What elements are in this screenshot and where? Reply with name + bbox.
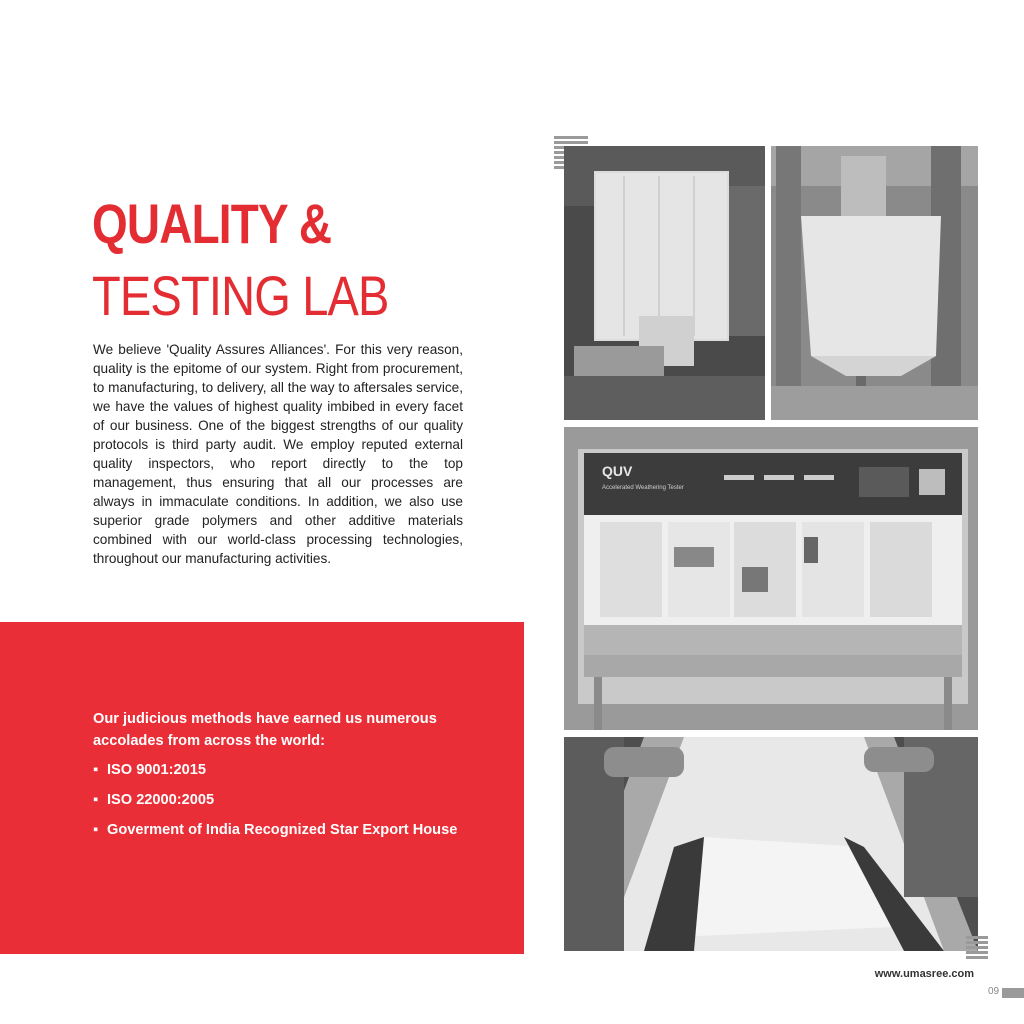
bullet-icon: ▪ — [93, 822, 99, 838]
website-link[interactable]: www.umasree.com — [874, 968, 974, 980]
machine-subtitle-label: Accelerated Weathering Tester — [602, 485, 684, 491]
inspection-table-photo — [564, 737, 978, 951]
list-item: ▪ Goverment of India Recognized Star Export House — [93, 822, 458, 838]
filling-station-photo — [771, 146, 978, 420]
accolades-intro: Our judicious methods have earned us numerous accolades from across the world: — [93, 711, 437, 749]
page-title-line-1: QUALITY & — [92, 192, 332, 255]
certification-list — [93, 760, 465, 850]
decorative-stripes-bottom — [966, 936, 988, 961]
page-number-bar — [1002, 988, 1024, 998]
qUV-tester-photo — [564, 427, 978, 730]
bullet-icon: ▪ — [93, 762, 99, 778]
intro-paragraph: We believe 'Quality Assures Alliances'. For this very reason, quality is the epitome of our system. Right from procurement, to manufacturing, to delivery, all the way to aftersales service, we have the values of highest quality imbibed in every facet of our business. One of the biggest strengths of our quality protocols is third party audit. We employ reputed external quality inspectors, who report directly to the top management, thus ensuring that all our processes are always in immaculate conditions. In addition, we also use superior grade polymers and other additive materials combined with our world-class processing technologies, throughout our manufacturing activities. — [93, 342, 463, 566]
bullet-icon: ▪ — [93, 792, 99, 808]
list-item: ▪ ISO 22000:2005 — [93, 792, 215, 808]
list-item: ▪ ISO 9001:2015 — [93, 762, 206, 778]
bulk-bag-photo — [564, 146, 765, 420]
page-number: 09 — [988, 986, 1000, 997]
page-title-line-2: TESTING LAB — [92, 264, 389, 327]
machine-brand-label: QUV — [602, 463, 633, 479]
